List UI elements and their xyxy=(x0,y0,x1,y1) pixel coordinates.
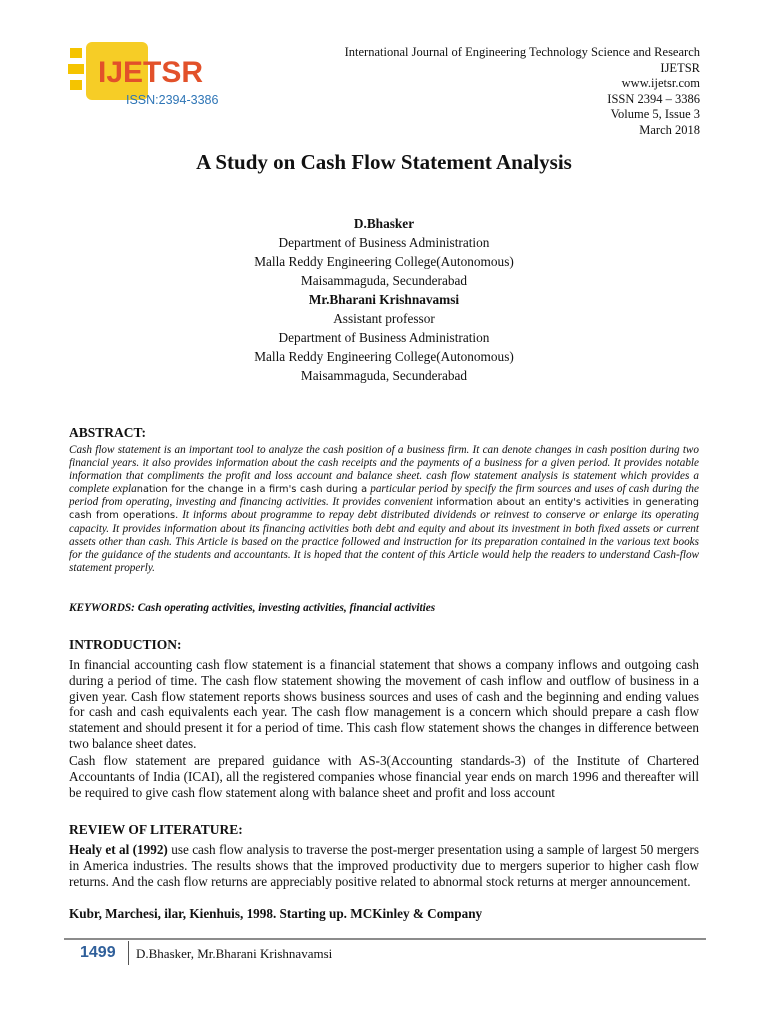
journal-logo xyxy=(66,40,256,116)
introduction-paragraph: In financial accounting cash flow statement is a financial statement that shows a company inflows and outgoing cash during a period of time. The cash flow statement showing the movement of cash inflow and outflow of business in a given year. Cash flow statement reports shows business sources and uses of cash and the beginning and ending values for cash and cash equivalents each year. The cash flow management is a concern which should prepare a cash flow statement and should present it for a period of time. This cash flow statement shows the changes in difference between two balance sheet dates. xyxy=(69,657,699,751)
introduction-paragraph: Cash flow statement are prepared guidance with AS-3(Accounting standards-3) of the Institute of Chartered Accountants of India (ICAI), all the registered companies whose financial year ends on march 1996 and thereafter will be required to give cash flow statement along with balance sheet and profit and loss account xyxy=(69,753,699,800)
author-affiliation: Department of Business Administration xyxy=(278,235,490,250)
review-entry-text: use cash flow analysis to traverse the post-merger presentation using a sample of largest 50 mergers in America industries. The results shows that the improved productivity due to mergers superior to higher cash flow returns. And the cash flow returns are appreciably positive related to abnormal stock returns at merger announcement. xyxy=(69,842,699,889)
abstract-text-part: It informs about programme to repay debt distributed dividends or reinvest to conserve or enlarge its operating capacity. It provides information about its financing activities both debt and equity and about its investment in both fixed assets or current assets other than cash. This Article is based on the practice followed and instruction for its preparation contained in the various text books for the guidance of the students and accountants. It is hoped that the content of this Article would help the readers to understand Cash-flow statement properly. xyxy=(69,509,699,574)
journal-name: International Journal of Engineering Technology Science and Research xyxy=(344,45,700,59)
page-number: 1499 xyxy=(80,944,116,961)
footer-authors: D.Bhasker, Mr.Bharani Krishnavamsi xyxy=(136,946,333,961)
abstract-text-part: nation for the change in a firm's cash during a xyxy=(136,484,368,496)
logo-yellow-block xyxy=(70,48,82,58)
author-name: D.Bhasker xyxy=(353,216,415,231)
footer-separator xyxy=(128,941,129,965)
journal-header xyxy=(345,45,700,139)
author-name: Mr.Bharani Krishnavamsi xyxy=(308,292,460,307)
journal-volume: Volume 5, Issue 3 xyxy=(610,107,700,122)
logo-yellow-block xyxy=(68,64,84,74)
review-entry xyxy=(69,842,699,889)
author-affiliation: Malla Reddy Engineering College(Autonomous) xyxy=(254,254,514,269)
logo-issn: ISSN:2394-3386 xyxy=(126,93,219,107)
logo-yellow-block xyxy=(70,80,82,90)
author-affiliation: Maisammaguda, Secunderabad xyxy=(300,273,468,288)
review-citation: Kubr, Marchesi, ilar, Kienhuis, 1998. Starting up. MCKinley & Company xyxy=(69,906,483,921)
logo-title: IJETSR xyxy=(98,56,204,89)
author-affiliation: Malla Reddy Engineering College(Autonomous) xyxy=(254,349,514,364)
journal-date: March 2018 xyxy=(639,122,700,137)
review-citation: Healy et al (1992) xyxy=(69,842,168,857)
abstract-text-part: Cash flow statement is an important tool to analyze the cash position of a business firm. It can denote changes in cash position during two financial years. it also provides information about the cash receipts and the payments of a business for a given period. It provides notable information that compliments the profit and loss account and balance sheet. cash flow statement analysis is statement which provides a complete expla xyxy=(69,444,699,496)
abstract-text-part: information about an entity's activities in generating cash from operations. xyxy=(69,497,699,522)
paper-title: A Study on Cash Flow Statement Analysis xyxy=(196,150,572,174)
journal-issn: ISSN 2394 – 3386 xyxy=(607,91,700,106)
introduction-heading: INTRODUCTION: xyxy=(69,637,182,652)
author-block xyxy=(0,214,768,385)
keywords: KEYWORDS: Cash operating activities, investing activities, financial activities xyxy=(69,602,436,614)
review-entry xyxy=(69,906,699,922)
author-affiliation: Maisammaguda, Secunderabad xyxy=(300,368,468,383)
footer-divider xyxy=(64,938,706,940)
abstract-heading: ABSTRACT: xyxy=(69,425,147,440)
abstract-text xyxy=(69,444,699,575)
journal-website: www.ijetsr.com xyxy=(621,76,700,91)
author-affiliation: Department of Business Administration xyxy=(278,330,490,345)
author-affiliation: Assistant professor xyxy=(333,311,435,326)
abstract-text-part: particular period by specify the firm sources and uses of cash during the period from operating, investing and financing activities. It provides convenient xyxy=(69,483,699,509)
review-heading: REVIEW OF LITERATURE: xyxy=(69,822,243,837)
journal-abbrev: IJETSR xyxy=(660,60,700,75)
